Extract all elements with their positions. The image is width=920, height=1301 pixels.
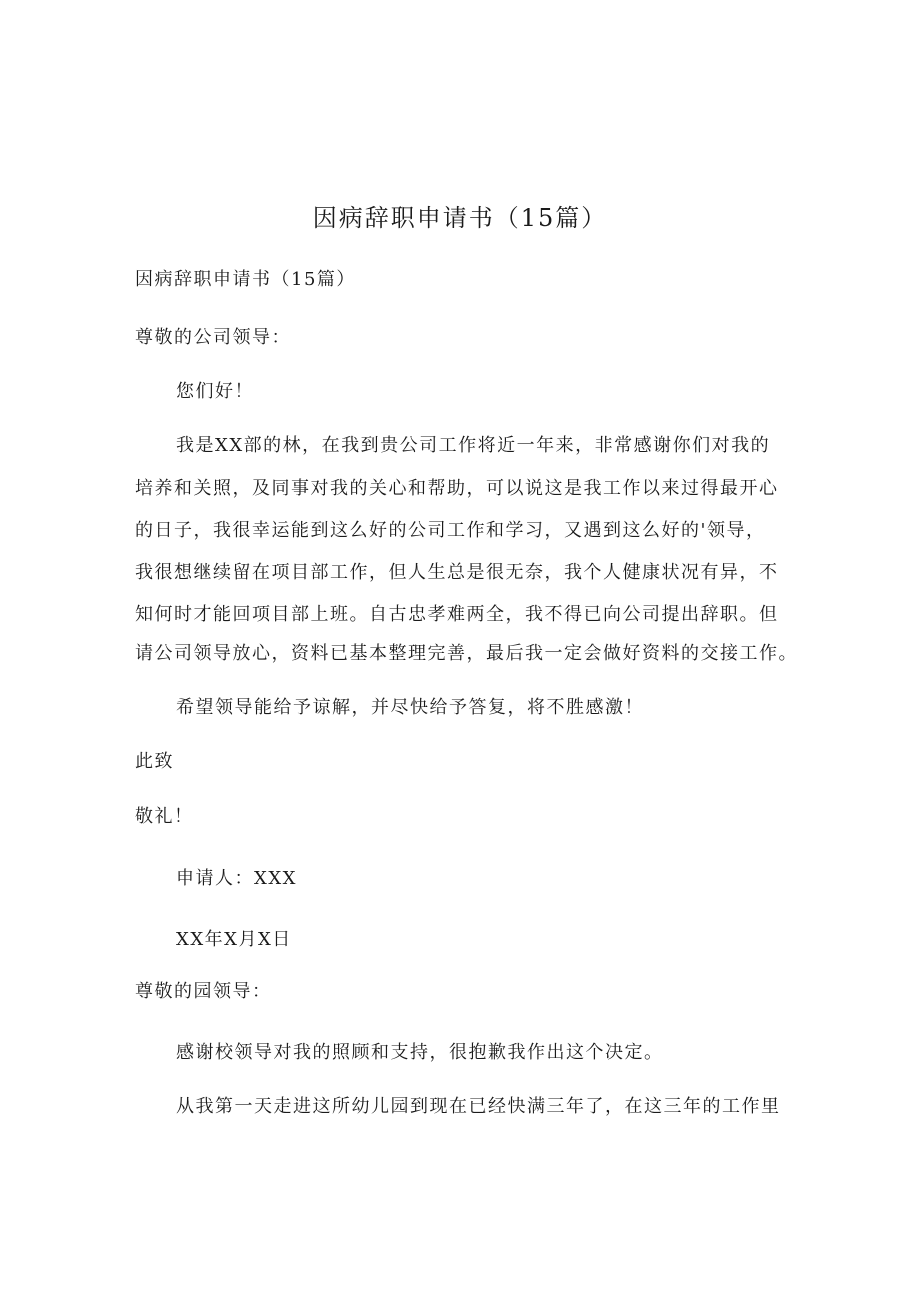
applicant-signature: 申请人：XXX: [176, 868, 297, 889]
salutation-kindergarten: 尊敬的园领导：: [135, 981, 272, 1002]
closing-cizhi: 此致: [135, 751, 174, 772]
application-date: XX年X月X日: [176, 929, 292, 950]
greeting: 您们好！: [176, 381, 254, 402]
body-line-5: 知何时才能回项目部上班。自古忠孝难两全，我不得已向公司提出辞职。但: [135, 604, 779, 625]
body-line-3: 的日子，我很幸运能到这么好的公司工作和学习，又遇到这么好的'领导，: [135, 520, 766, 541]
thanks-paragraph: 感谢校领导对我的照顾和支持，很抱歉我作出这个决定。: [176, 1042, 664, 1063]
body-line-1: 我是XX部的林，在我到贵公司工作将近一年来，非常感谢你们对我的: [176, 435, 771, 456]
salutation-company: 尊敬的公司领导：: [135, 327, 291, 348]
document-title: 因病辞职申请书（15篇）: [312, 204, 608, 232]
body-paragraph-start: 从我第一天走进这所幼儿园到现在已经快满三年了，在这三年的工作里: [176, 1096, 781, 1117]
body-line-4: 我很想继续留在项目部工作，但人生总是很无奈，我个人健康状况有异，不: [135, 562, 779, 583]
body-line-6: 请公司领导放心，资料已基本整理完善，最后我一定会做好资料的交接工作。: [135, 643, 798, 664]
body-line-2: 培养和关照，及同事对我的关心和帮助，可以说这是我工作以来过得最开心: [135, 478, 779, 499]
hope-paragraph: 希望领导能给予谅解，并尽快给予答复，将不胜感激！: [176, 697, 644, 718]
subtitle: 因病辞职申请书（15篇）: [135, 269, 356, 290]
closing-jingli: 敬礼！: [135, 806, 194, 827]
